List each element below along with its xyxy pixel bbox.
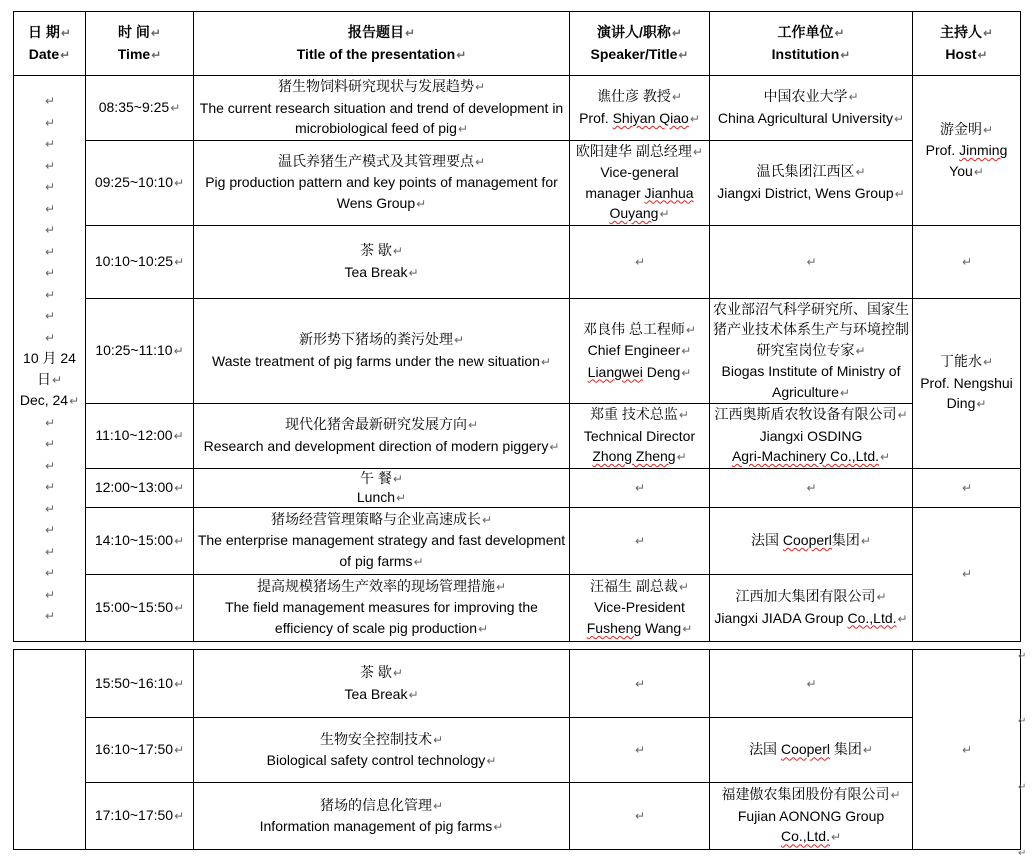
speaker-cell: ↵ [570,468,710,507]
time-cell: 14:10~15:00↵ [86,507,194,574]
host-cell: ↵ [913,650,1021,850]
header-date: 日 期↵ Date↵ [14,12,86,76]
institution-cell: 江西奥斯盾农牧设备有限公司↵ Jiangxi OSDING Agri-Machinery Co.,Ltd.↵ [710,404,913,469]
schedule-table-bottom [13,649,1021,850]
header-title: 报告题目↵ Title of the presentation↵ [194,12,570,76]
header-row [14,12,1021,76]
title-cell: 生物安全控制技术↵ Biological safety control technology↵ [194,718,570,783]
title-cell: 猪场经营管理策略与企业高速成长↵ The enterprise management strategy and fast development of pig farms↵ [194,507,570,574]
date-cn: 10 月 24 [23,350,76,366]
speaker-cell: 汪福生 副总裁↵ Vice-President Fusheng Wang↵ [570,574,710,641]
time-cell: 10:25~11:10↵ [86,298,194,404]
speaker-cell: 谯仕彦 教授↵ Prof. Shiyan Qiao↵ [570,76,710,141]
title-cell: 提高规模猪场生产效率的现场管理措施↵ The field management measures for improving the efficiency of scale pig production↵ [194,574,570,641]
header-host: 主持人↵ Host↵ [913,12,1021,76]
speaker-cell: 欧阳建华 副总经理↵ Vice-general manager Jianhua Ouyang↵ [570,140,710,225]
table-row [14,225,1021,298]
table-row [14,468,1021,507]
table-row [14,76,1021,141]
table-row [14,404,1021,469]
header-time: 时 间↵ Time↵ [86,12,194,76]
speaker-cell: ↵ [570,225,710,298]
table-row [14,507,1021,574]
time-cell: 09:25~10:10↵ [86,140,194,225]
speaker-cell: 郑重 技术总监↵ Technical Director Zhong Zheng↵ [570,404,710,469]
time-cell: 15:50~16:10↵ [86,650,194,718]
time-cell: 16:10~17:50↵ [86,718,194,783]
host-cell-2: 丁能水↵ Prof. Nengshui Ding↵ [913,298,1021,468]
title-cell: 现代化猪舍最新研究发展方向↵ Research and development direction of modern piggery↵ [194,404,570,469]
paragraph-mark: ↵ [1018,716,1027,727]
table-row [14,574,1021,641]
date-cell: ↵ ↵ ↵ ↵ ↵ ↵ ↵ ↵ ↵ ↵ ↵ ↵ 10 月 24 日↵ Dec, 24↵ ↵ ↵ ↵ ↵ ↵ ↵ ↵ ↵ ↵ ↵ [14,76,86,642]
institution-cell: 温氏集团江西区↵ Jiangxi District, Wens Group↵ [710,140,913,225]
institution-cell: 法国 Cooperl 集团↵ [710,718,913,783]
table-row [14,140,1021,225]
title-cell: 茶 歇↵ Tea Break↵ [194,650,570,718]
host-cell: ↵ [913,225,1021,298]
title-cell: 新形势下猪场的粪污处理↵ Waste treatment of pig farms under the new situation↵ [194,298,570,404]
institution-cell: 江西加大集团有限公司↵ Jiangxi JIADA Group Co.,Ltd.↵ [710,574,913,641]
paragraph-mark: ↵ [1018,782,1027,793]
date-cell [14,650,86,850]
header-institution: 工作单位↵ Institution↵ [710,12,913,76]
date-en: Dec, 24 [19,392,69,408]
time-cell: 12:00~13:00↵ [86,468,194,507]
table-row [14,298,1021,404]
table-row [14,718,1021,783]
schedule-table-top [13,11,1021,642]
time-cell: 17:10~17:50↵ [86,783,194,850]
title-cell: 猪场的信息化管理↵ Information management of pig farms↵ [194,783,570,850]
institution-cell: ↵ [710,225,913,298]
speaker-cell: ↵ [570,783,710,850]
speaker-cell: ↵ [570,718,710,783]
institution-cell: 农业部沼气科学研究所、国家生猪产业技术体系生产与环境控制研究室岗位专家↵ Biogas Institute of Ministry of Agriculture↵ [710,298,913,404]
title-cell: 猪生物饲料研究现状与发展趋势↵ The current research situation and trend of development in microbiological feed of pig↵ [194,76,570,141]
time-cell: 15:00~15:50↵ [86,574,194,641]
institution-cell: ↵ [710,468,913,507]
host-cell: ↵ [913,468,1021,507]
table-row [14,783,1021,850]
speaker-cell: 邓良伟 总工程师↵ Chief Engineer↵ Liangwei Deng↵ [570,298,710,404]
paragraph-mark: ↵ [1018,651,1027,662]
title-cell: 午 餐↵ Lunch↵ [194,468,570,507]
institution-cell: ↵ [710,650,913,718]
title-cell: 茶 歇↵ Tea Break↵ [194,225,570,298]
speaker-cell: ↵ [570,650,710,718]
host-cell: ↵ [913,507,1021,641]
paragraph-mark: ↵ [1018,848,1027,859]
title-cell: 温氏养猪生产模式及其管理要点↵ Pig production pattern and key points of management for Wens Group↵ [194,140,570,225]
institution-cell: 中国农业大学↵ China Agricultural University↵ [710,76,913,141]
host-cell-1: 游金明↵ Prof. Jinming You↵ [913,76,1021,226]
time-cell: 08:35~9:25↵ [86,76,194,141]
time-cell: 10:10~10:25↵ [86,225,194,298]
institution-cell: 福建傲农集团股份有限公司↵ Fujian AONONG Group Co.,Ltd.↵ [710,783,913,850]
institution-cell: 法国 Cooperl集团↵ [710,507,913,574]
time-cell: 11:10~12:00↵ [86,404,194,469]
header-speaker: 演讲人/职称↵ Speaker/Title↵ [570,12,710,76]
speaker-cell: ↵ [570,507,710,574]
table-row [14,650,1021,718]
